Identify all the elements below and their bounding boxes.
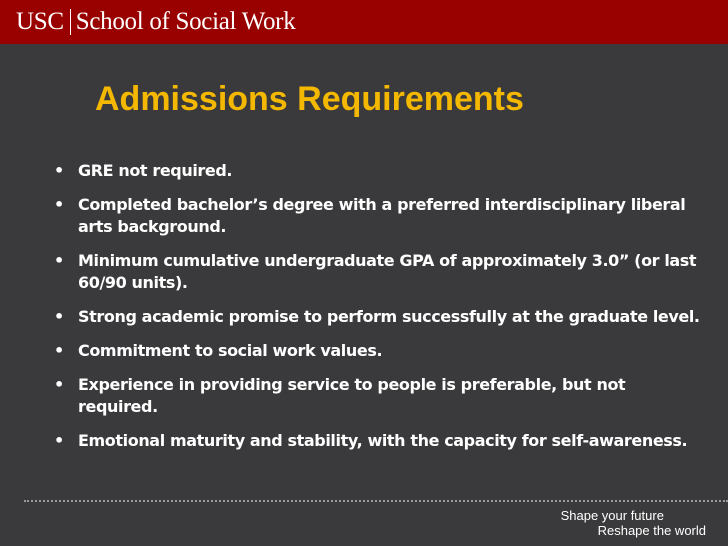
list-item xyxy=(54,160,704,182)
bullet-icon: • xyxy=(54,307,64,326)
logo-usc-text: USC xyxy=(16,8,64,35)
list-item-text: Emotional maturity and stability, with the capacity for self-awareness. xyxy=(78,431,688,450)
footer-divider xyxy=(24,500,728,502)
list-item xyxy=(54,340,704,362)
logo-school-text: School of Social Work xyxy=(75,8,296,35)
list-item-text: Completed bachelor’s degree with a preferred interdisciplinary liberal arts background. xyxy=(78,195,686,236)
list-item-text: Commitment to social work values. xyxy=(78,341,383,360)
tagline-line-2: Reshape the world xyxy=(597,523,706,538)
list-item-text: Strong academic promise to perform successfully at the graduate level. xyxy=(78,307,700,326)
list-item xyxy=(54,306,704,328)
list-item-text: Minimum cumulative undergraduate GPA of approximately 3.0” (or last 60/90 units). xyxy=(78,251,697,292)
list-item xyxy=(54,250,704,294)
bullet-icon: • xyxy=(54,375,64,394)
list-item xyxy=(54,430,704,452)
header-bar xyxy=(0,0,728,44)
tagline-line-1: Shape your future xyxy=(560,508,664,523)
bullet-icon: • xyxy=(54,251,64,270)
list-item xyxy=(54,374,704,418)
list-item-text: Experience in providing service to people is preferable, but not required. xyxy=(78,375,626,416)
bullet-icon: • xyxy=(54,161,64,180)
bullet-icon: • xyxy=(54,341,64,360)
footer-tagline xyxy=(561,508,706,538)
bullet-icon: • xyxy=(54,431,64,450)
usc-logo xyxy=(16,4,295,40)
list-item-text: GRE not required. xyxy=(78,161,233,180)
logo-divider xyxy=(70,9,71,35)
slide-title: Admissions Requirements xyxy=(95,80,524,118)
requirements-list xyxy=(54,160,704,464)
list-item xyxy=(54,194,704,238)
bullet-icon: • xyxy=(54,195,64,214)
